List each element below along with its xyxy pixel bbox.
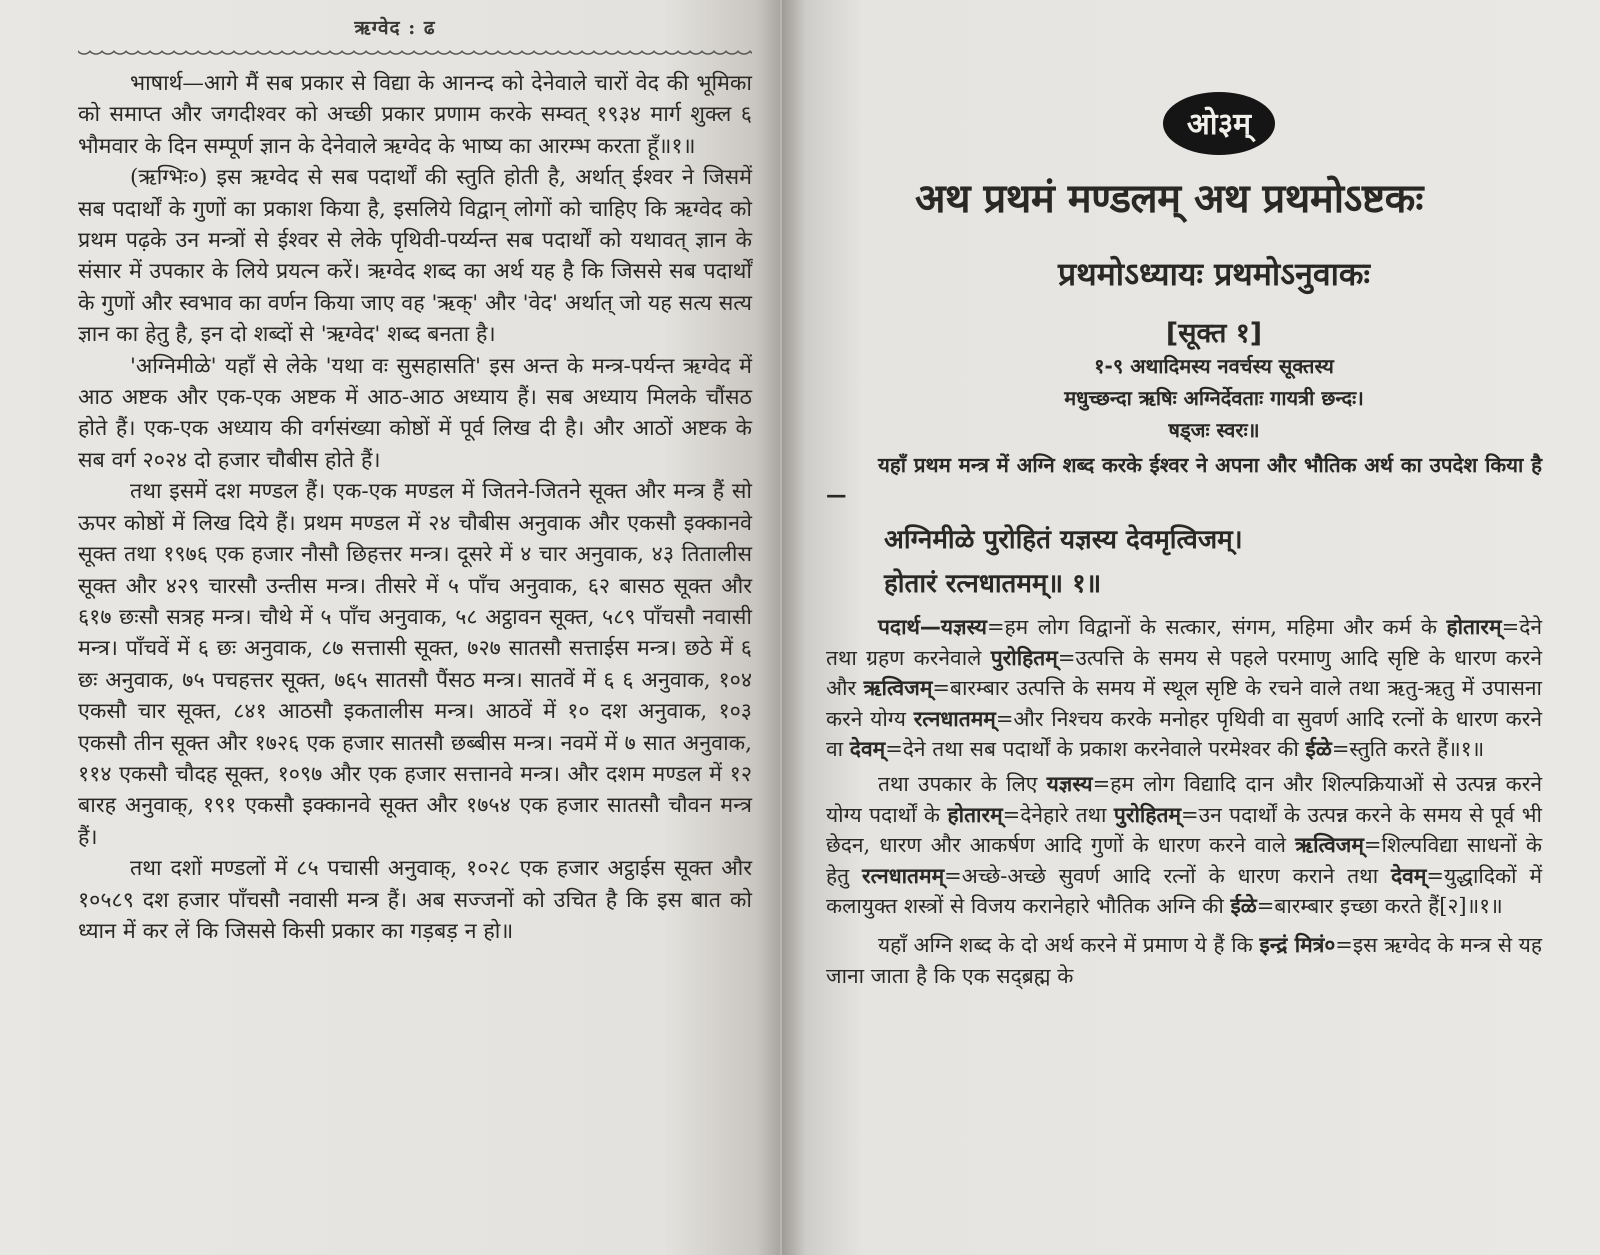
sukta-meta-line: मधुच्छन्दा ऋषिः अग्निर्देवताः गायत्री छन्दः।	[1064, 386, 1364, 410]
gloss: =देने तथा ग्रहण करनेवाले	[826, 615, 1542, 670]
term: पदार्थ—यज्ञस्य	[878, 615, 987, 639]
adhyaya-title: प्रथमोऽध्यायः प्रथमोऽनुवाकः	[1058, 255, 1370, 293]
term: ईळे	[1305, 737, 1332, 762]
mantra-verse	[884, 518, 1542, 606]
gloss: तथा उपकार के लिए	[878, 771, 1047, 796]
term: ऋत्विजम्	[1295, 833, 1364, 858]
term: यज्ञस्य	[1046, 771, 1093, 796]
gloss: =युद्धादिकों में कलायुक्त शस्त्रों से विजय करानेहारे भौतिक अग्नि की	[826, 863, 1542, 919]
om-emblem	[896, 92, 1542, 155]
term: होतारम्	[947, 802, 1003, 827]
right-page	[782, 0, 1600, 1255]
gloss: =उन पदार्थों के उत्पन्न करने के समय से पूर्व भी छेदन, धारण और आकर्षण आदि गुणों के धारण करने वाले	[826, 802, 1542, 858]
term: देवम्	[1391, 863, 1427, 888]
wavy-rule	[78, 48, 752, 62]
mandala-title: अथ प्रथमं मण्डलम् अथ प्रथमोऽष्टकः	[915, 176, 1423, 222]
mantra-line: होतारं रत्नधातमम्॥ १॥	[884, 569, 1102, 599]
left-page	[0, 0, 780, 1255]
running-head: ऋग्वेद : ढ	[354, 17, 436, 39]
mantra-line: अग्निमीळे पुरोहितं यज्ञस्य देवमृत्विजम्।	[884, 525, 1243, 555]
term: होतारम्	[1446, 615, 1502, 639]
term: ईळे	[1230, 894, 1257, 919]
padartha-paragraph	[826, 612, 1542, 765]
gloss: =स्तुति करते हैं॥१॥	[1331, 737, 1485, 762]
pramana-paragraph	[826, 930, 1542, 991]
sukta-meta-line: १-९ अथादिमस्य नवर्चस्य सूक्तस्य	[1094, 354, 1334, 378]
intro-paragraph: यहाँ प्रथम मन्त्र में अग्नि शब्द करके ईश्वर ने अपना और भौतिक अर्थ का उपदेश किया है—	[826, 453, 1542, 507]
term: ऋत्विजम्	[863, 676, 933, 701]
gloss: =हम लोग विद्वानों के सत्कार, संगम, महिमा और कर्म के	[986, 615, 1447, 639]
gloss: =और निश्चय करके मनोहर पृथिवी वा सुवर्ण आदि रत्नों के धारण करने वा	[826, 706, 1542, 762]
gloss: =बारम्बार उत्पत्ति के समय में स्थूल सृष्टि के रचने वाले तथा ऋतु-ऋतु में उपासना करने योग्य	[826, 676, 1542, 731]
gloss: =देने तथा सब पदार्थों के प्रकाश करनेवाले परमेश्वर की	[885, 737, 1306, 762]
term: देवम्	[849, 737, 886, 762]
paragraph: (ऋग्भिः०) इस ऋग्वेद से सब पदार्थों की स्तुति होती है, अर्थात् ईश्वर ने जिसमें सब पदार्थों के गुणों का प्रकाश किया है, इसलिये विद्वान् लोगों को चाहिए कि ऋग्वेद को प्रथम पढ़के उन मन्त्रों से ईश्वर से लेके पृथिवी-पर्य्यन्त सब पदार्थों को यथावत् ज्ञान के संसार में उपकार के लिये प्रयत्न करें। ऋग्वेद शब्द का अर्थ यह है कि जिससे सब पदार्थों के गुणों और स्वभाव का वर्णन किया जाए वह 'ऋक्' और 'वेद' अर्थात् जो यह सत्य सत्य ज्ञान का हेतु है, इन दो शब्दों से 'ऋग्वेद' शब्द बनता है।	[78, 165, 752, 348]
term: पुरोहितम्	[1113, 802, 1181, 827]
paragraph: तथा दशों मण्डलों में ८५ पचासी अनुवाक्, १०२८ एक हजार अट्ठाईस सूक्त और १०५८९ दश हजार पाँचसौ नवासी मन्त्र हैं। अब सज्जनों को उचित है कि इस बात को ध्यान में कर लें कि जिससे किसी प्रकार का गड़बड़ न हो॥	[78, 856, 752, 944]
gloss: =बारम्बार इच्छा करते हैं[२]॥१॥	[1256, 894, 1503, 919]
gloss: =शिल्पविद्या साधनों के हेतु	[826, 833, 1542, 888]
term: रत्नधातमम्	[913, 706, 996, 731]
term: पुरोहितम्	[990, 645, 1058, 670]
om-label: ओ३म्	[1163, 92, 1275, 155]
term: रत्नधातमम्	[862, 863, 945, 888]
sukta-meta-line: षड्जः स्वरः॥	[1168, 418, 1260, 442]
paragraph: भाषार्थ—आगे मैं सब प्रकार से विद्या के आनन्द को देनेवाले चारों वेद की भूमिका को समाप्त और जगदीश्वर को अच्छी प्रकार प्रणाम करके सम्वत् १९३४ मार्ग शुक्ल ६ भौमवार के दिन सम्पूर्ण ज्ञान के देनेवाले ऋग्वेद के भाष्य का आरम्भ करता हूँ॥१॥	[78, 71, 752, 159]
term: इन्द्रं मित्रं०	[1259, 932, 1336, 957]
sukta-heading: [सूक्त १]	[1165, 318, 1263, 349]
gloss: यहाँ अग्नि शब्द के दो अर्थ करने में प्रमाण ये हैं कि	[878, 932, 1260, 957]
bhautika-paragraph	[826, 769, 1542, 922]
paragraph: 'अग्निमीळे' यहाँ से लेके 'यथा वः सुसहासति' इस अन्त के मन्त्र-पर्यन्त ऋग्वेद में आठ अष्टक और एक-एक अष्टक में आठ-आठ अध्याय हैं। सब अध्याय मिलके चौंसठ होते हैं। एक-एक अध्याय की वर्गसंख्या कोष्ठों में पूर्व लिख दी है। और आठों अष्टक के सब वर्ग २०२४ दो हजार चौबीस होते हैं।	[78, 353, 752, 473]
gloss: =इस ऋग्वेद के मन्त्र से यह जाना जाता है कि एक सद्ब्रह्म के	[826, 932, 1543, 988]
paragraph: तथा इसमें दश मण्डल हैं। एक-एक मण्डल में जितने-जितने सूक्त और मन्त्र हैं सो ऊपर कोष्ठों में लिख दिये हैं। प्रथम मण्डल में २४ चौबीस अनुवाक और एकसौ इक्कानवे सूक्त तथा १९७६ एक हजार नौसौ छिहत्तर मन्त्र। दूसरे में ४ चार अनुवाक, ४३ तितालीस सूक्त और ४२९ चारसौ उन्तीस मन्त्र। तीसरे में ५ पाँच अनुवाक, ६२ बासठ सूक्त और ६१७ छःसौ सत्रह मन्त्र। चौथे में ५ पाँच अनुवाक, ५८ अट्ठावन सूक्त, ५८९ पाँचसौ नवासी मन्त्र। पाँचवें में ६ छः अनुवाक, ८७ सत्तासी सूक्त, ७२७ सातसौ सत्ताईस मन्त्र। छठे में ६ छः अनुवाक, ७५ पचहत्तर सूक्त, ७६५ सातसौ पैंसठ मन्त्र। सातवें में ६ ६ अनुवाक, १०४ एकसौ चार सूक्त, ८४१ आठसौ इकतालीस मन्त्र। आठवें में १० दश अनुवाक, १०३ एकसौ तीन सूक्त और १७२६ एक हजार सातसौ छब्बीस मन्त्र। नवमें में ७ सात अनुवाक, ११४ एकसौ चौदह सूक्त, १०९७ और एक हजार सत्तानवे मन्त्र। और दशम मण्डल में १२ बारह अनुवाक्, १९१ एकसौ इक्कानवे सूक्त और १७५४ एक हजार सातसौ चौवन मन्त्र हैं।	[78, 479, 752, 850]
gloss: =देनेहारे तथा	[1002, 802, 1114, 827]
gloss: =उत्पत्ति के समय से पहले परमाणु आदि सृष्टि के धारण करने और	[826, 645, 1542, 701]
gloss: =हम लोग विद्यादि दान और शिल्पक्रियाओं से उत्पन्न करने योग्य पदार्थों के	[826, 771, 1542, 827]
gloss: =अच्छे-अच्छे सुवर्ण आदि रत्नों के धारण कराने तथा	[944, 863, 1392, 888]
